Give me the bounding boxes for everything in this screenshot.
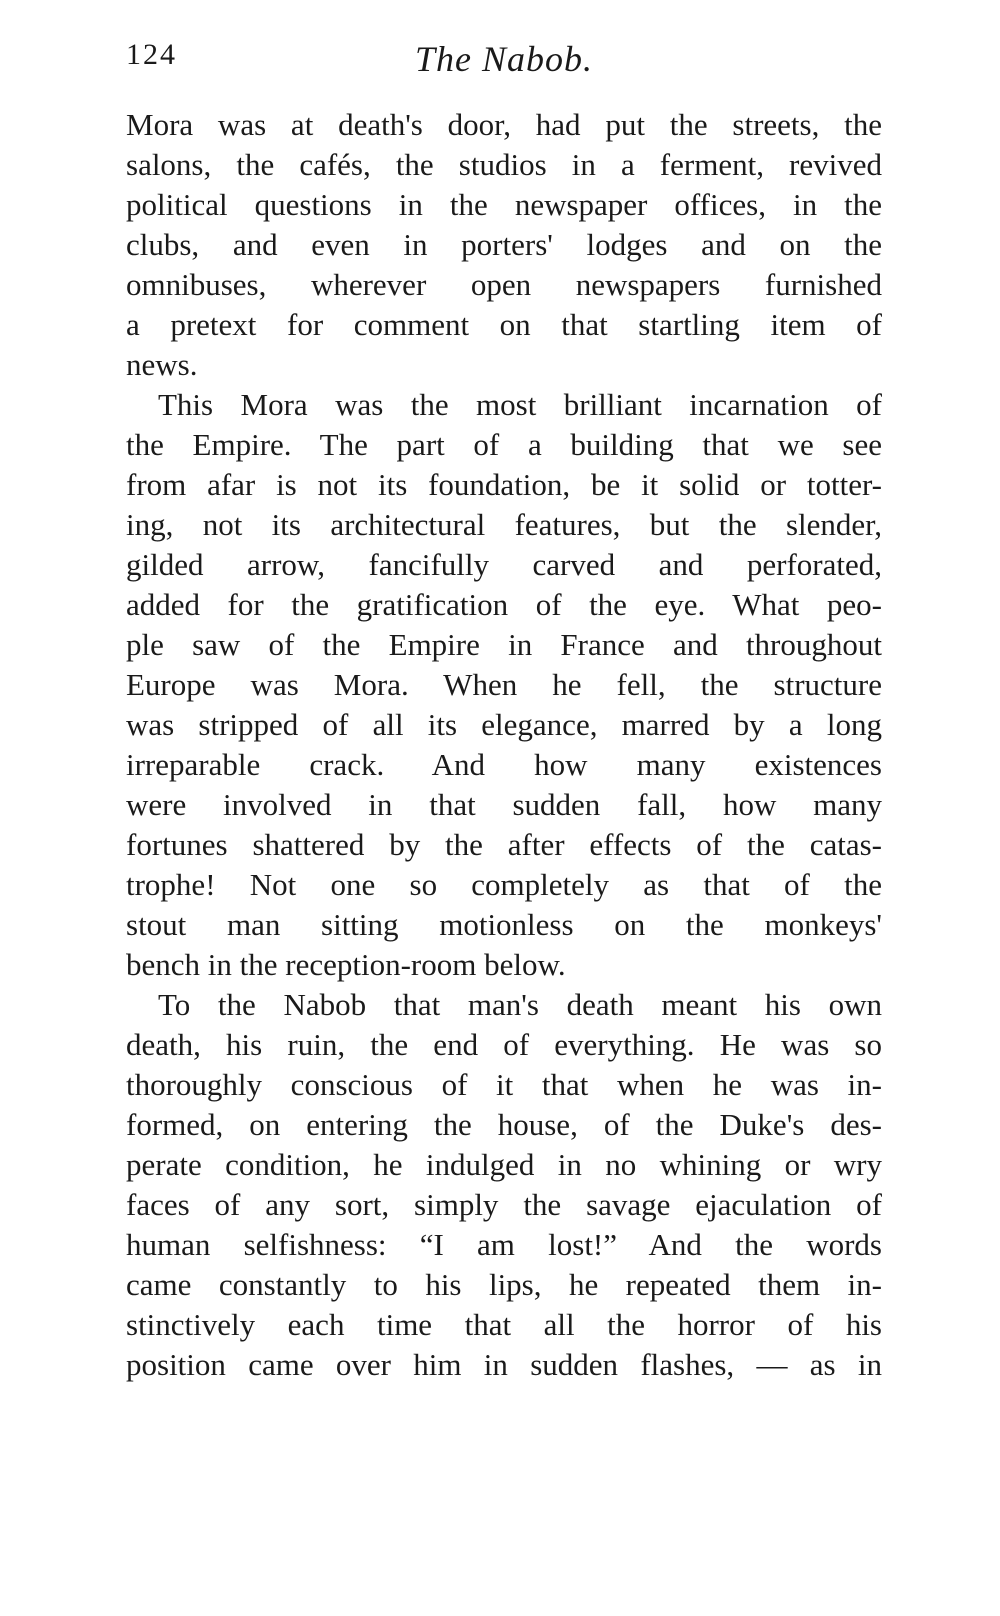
book-title: The Nabob. [414, 39, 593, 79]
text-line: from afar is not its foundation, be it solid or totter- [126, 467, 882, 502]
text-line: perate condition, he indulged in no whining or wry [126, 1147, 882, 1182]
text-line: bench in the reception-room below. [126, 947, 566, 982]
text-line: faces of any sort, simply the savage ejaculation of [126, 1187, 882, 1222]
text-line: added for the gratification of the eye. What peo- [126, 587, 882, 622]
paragraph-start-line: This Mora was the most brilliant incarnation of [158, 387, 882, 422]
paragraph-start-line: To the Nabob that man's death meant his own [158, 987, 882, 1022]
running-head [126, 38, 882, 88]
text-line: thoroughly conscious of it that when he was in- [126, 1067, 882, 1102]
text-line: trophe! Not one so completely as that of the [126, 867, 882, 902]
text-line: Mora was at death's door, had put the streets, the [126, 107, 882, 142]
text-line: news. [126, 347, 198, 382]
text-line: fortunes shattered by the after effects of the catas- [126, 827, 882, 862]
text-line: position came over him in sudden flashes, — as in [126, 1347, 882, 1382]
text-line: ple saw of the Empire in France and throughout [126, 627, 882, 662]
body-text [126, 105, 882, 1385]
text-line: stout man sitting motionless on the monkeys' [126, 907, 882, 942]
text-line: were involved in that sudden fall, how many [126, 787, 882, 822]
text-line: omnibuses, wherever open newspapers furnished [126, 267, 882, 302]
text-line: salons, the cafés, the studios in a ferment, revived [126, 147, 882, 182]
text-line: human selfishness: “I am lost!” And the words [126, 1227, 882, 1262]
text-line: political questions in the newspaper offices, in the [126, 187, 882, 222]
page-number: 124 [126, 38, 177, 71]
text-line: the Empire. The part of a building that we see [126, 427, 882, 462]
text-line: death, his ruin, the end of everything. He was so [126, 1027, 882, 1062]
text-line: was stripped of all its elegance, marred by a long [126, 707, 882, 742]
text-line: clubs, and even in porters' lodges and on the [126, 227, 882, 262]
text-line: came constantly to his lips, he repeated them in- [126, 1267, 882, 1302]
text-line: Europe was Mora. When he fell, the structure [126, 667, 882, 702]
text-line: irreparable crack. And how many existences [126, 747, 882, 782]
text-line: gilded arrow, fancifully carved and perforated, [126, 547, 882, 582]
text-line: ing, not its architectural features, but the slender, [126, 507, 882, 542]
text-line: a pretext for comment on that startling item of [126, 307, 882, 342]
text-line: stinctively each time that all the horror of his [126, 1307, 882, 1342]
text-line: formed, on entering the house, of the Duke's des- [126, 1107, 882, 1142]
